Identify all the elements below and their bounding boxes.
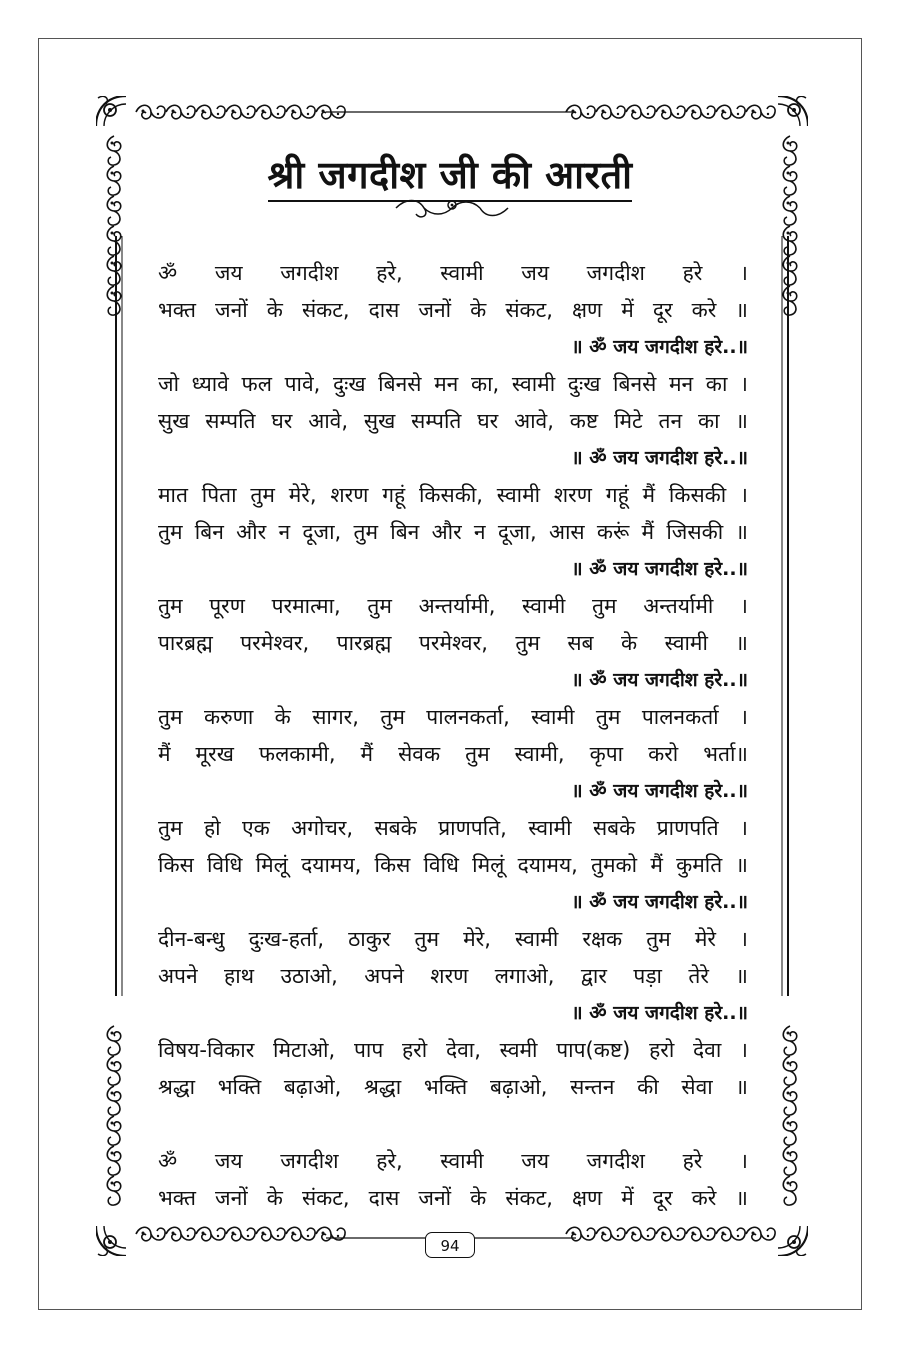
verse-line: मात पिता तुम मेरे, शरण गहूं किसकी, स्वामी शरण गहूं मैं किसकी । xyxy=(158,483,748,507)
refrain-line: ॥ ॐ जय जगदीश हरे..॥ xyxy=(571,1002,748,1024)
page-title: श्री जगदीश जी की आरती xyxy=(267,153,633,197)
refrain-line: ॥ ॐ जय जगदीश हरे..॥ xyxy=(571,447,748,469)
refrain-line: ॥ ॐ जय जगदीश हरे..॥ xyxy=(571,558,748,580)
verse-line: तुम हो एक अगोचर, सबके प्राणपति, स्वामी सबके प्राणपति । xyxy=(158,816,748,840)
verse-line: जो ध्यावे फल पावे, दुःख बिनसे मन का, स्वामी दुःख बिनसे मन का । xyxy=(158,372,748,396)
page-number: 94 xyxy=(425,1232,475,1258)
verse-line: भक्त जनों के संकट, दास जनों के संकट, क्षण में दूर करे ॥ xyxy=(158,1186,748,1210)
verse-line: तुम बिन और न दूजा, तुम बिन और न दूजा, आस करूं मैं जिसकी ॥ xyxy=(158,520,748,544)
refrain-line: ॥ ॐ जय जगदीश हरे..॥ xyxy=(571,336,748,358)
verse-line: ॐ जय जगदीश हरे, स्वामी जय जगदीश हरे । xyxy=(158,261,748,285)
verse-line: ॐ जय जगदीश हरे, स्वामी जय जगदीश हरे । xyxy=(158,1149,748,1173)
refrain-line: ॥ ॐ जय जगदीश हरे..॥ xyxy=(571,891,748,913)
verse-line: मैं मूरख फलकामी, मैं सेवक तुम स्वामी, कृपा करो भर्ता॥ xyxy=(158,742,748,766)
verse-line: तुम पूरण परमात्मा, तुम अन्तर्यामी, स्वामी तुम अन्तर्यामी । xyxy=(158,594,748,618)
verse-line: सुख सम्पति घर आवे, सुख सम्पति घर आवे, कष्ट मिटे तन का ॥ xyxy=(158,409,748,433)
verse-line: किस विधि मिलूं दयामय, किस विधि मिलूं दयामय, तुमको मैं कुमति ॥ xyxy=(158,853,748,877)
refrain-line: ॥ ॐ जय जगदीश हरे..॥ xyxy=(571,669,748,691)
verse-line: दीन-बन्धु दुःख-हर्ता, ठाकुर तुम मेरे, स्वामी रक्षक तुम मेरे । xyxy=(158,927,748,951)
verse-line: तुम करुणा के सागर, तुम पालनकर्ता, स्वामी तुम पालनकर्ता । xyxy=(158,705,748,729)
verse-line: पारब्रह्म परमेश्वर, पारब्रह्म परमेश्वर, तुम सब के स्वामी ॥ xyxy=(158,631,748,655)
verse-line: श्रद्धा भक्ति बढ़ाओ, श्रद्धा भक्ति बढ़ाओ, सन्तन की सेवा ॥ xyxy=(158,1075,748,1099)
aarti-text xyxy=(158,255,748,1217)
refrain-line: ॥ ॐ जय जगदीश हरे..॥ xyxy=(571,780,748,802)
verse-line: अपने हाथ उठाओ, अपने शरण लगाओ, द्वार पड़ा तेरे ॥ xyxy=(158,964,748,988)
verse-line: भक्त जनों के संकट, दास जनों के संकट, क्षण में दूर करे ॥ xyxy=(158,298,748,322)
title-underline xyxy=(268,200,632,202)
blank-line xyxy=(158,1106,748,1143)
verse-line: विषय-विकार मिटाओ, पाप हरो देवा, स्वमी पाप(कष्ट) हरो देवा । xyxy=(158,1038,748,1062)
